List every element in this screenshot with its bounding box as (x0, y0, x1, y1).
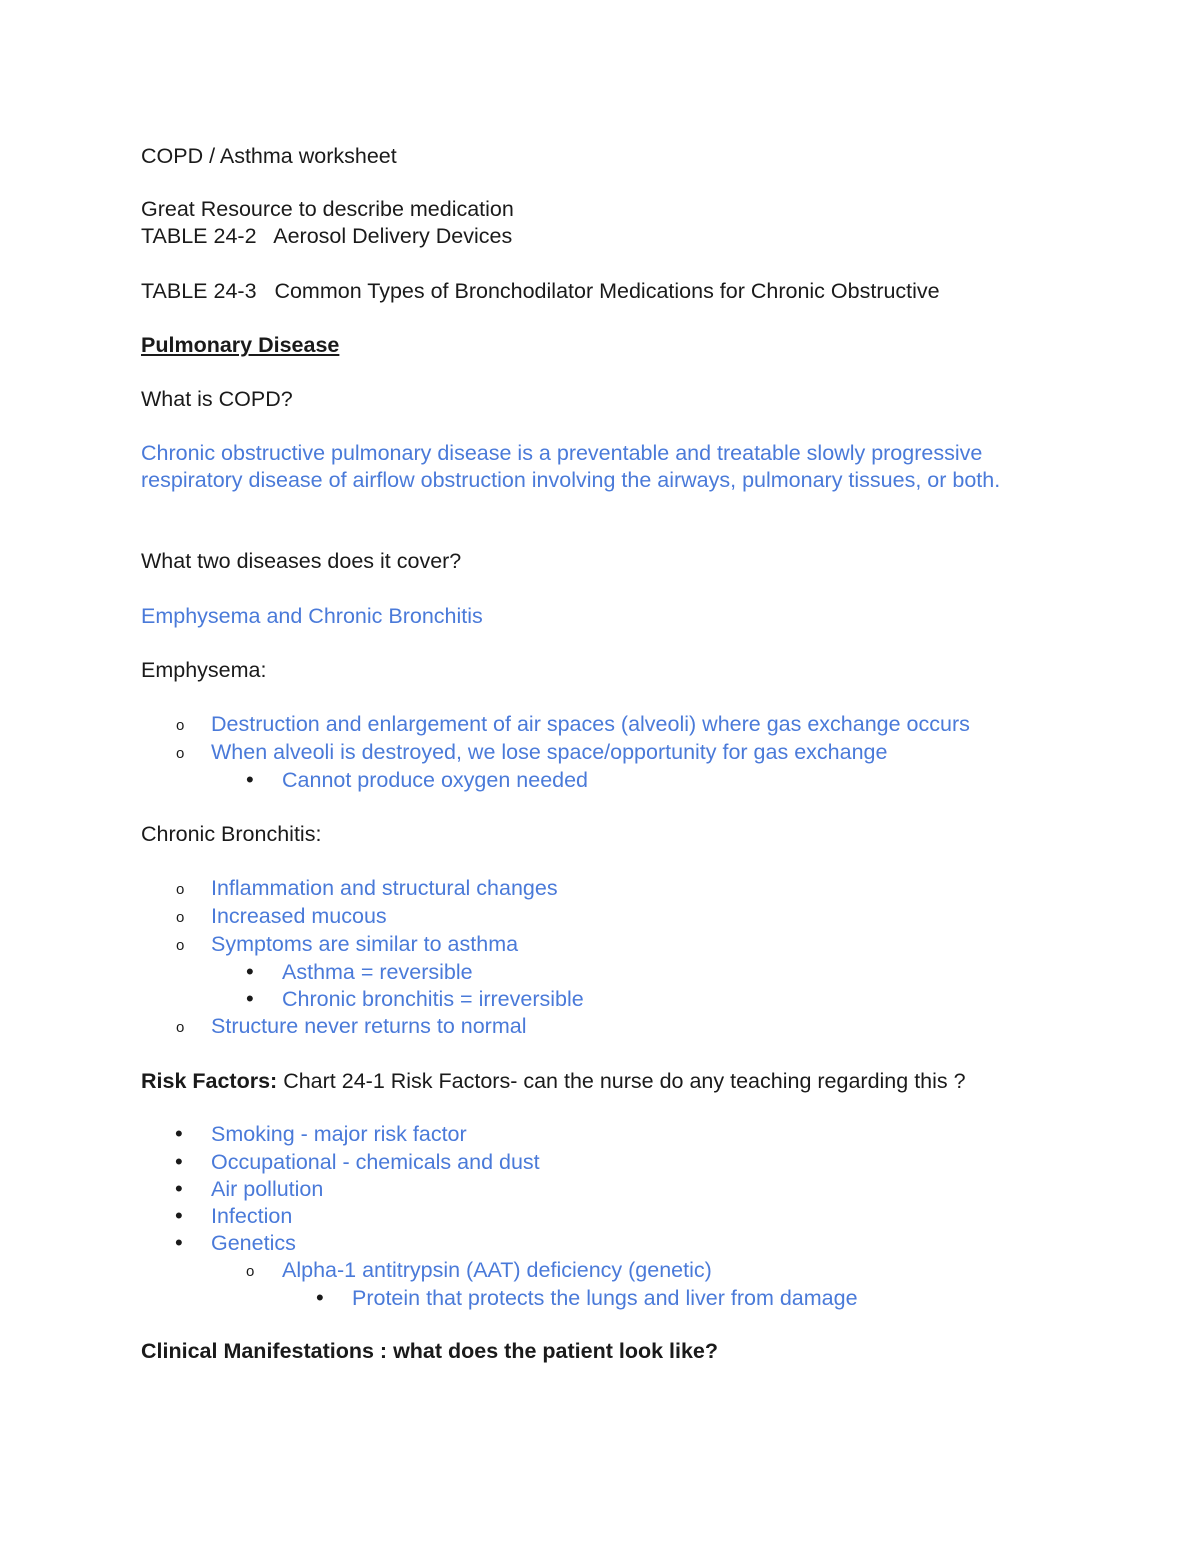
dot-bullet-icon: • (316, 1285, 324, 1310)
clinical-manifestations-heading: Clinical Manifestations : what does the patient look like? (141, 1339, 719, 1363)
question-what-is-copd: What is COPD? (141, 387, 293, 411)
list-item: Genetics (211, 1231, 296, 1255)
circle-bullet-icon: o (176, 1019, 185, 1036)
circle-bullet-icon: o (176, 909, 185, 926)
circle-bullet-icon: o (176, 717, 185, 734)
list-item: Inflammation and structural changes (211, 876, 558, 900)
answer-two-diseases: Emphysema and Chronic Bronchitis (141, 604, 483, 628)
list-item: Increased mucous (211, 904, 387, 928)
document-title: COPD / Asthma worksheet (141, 144, 397, 168)
dot-bullet-icon: • (175, 1230, 183, 1255)
bronchitis-label: Chronic Bronchitis: (141, 822, 322, 846)
list-item: Structure never returns to normal (211, 1014, 527, 1038)
list-item: Smoking - major risk factor (211, 1122, 467, 1146)
emphysema-label: Emphysema: (141, 658, 267, 682)
dot-bullet-icon: • (246, 959, 254, 984)
dot-bullet-icon: • (246, 986, 254, 1011)
list-item: When alveoli is destroyed, we lose space/opportunity for gas exchange (211, 740, 888, 764)
dot-bullet-icon: • (175, 1121, 183, 1146)
list-item: Infection (211, 1204, 293, 1228)
resource-intro: Great Resource to describe medication (141, 197, 514, 221)
dot-bullet-icon: • (175, 1176, 183, 1201)
circle-bullet-icon: o (176, 937, 185, 954)
list-item: Occupational - chemicals and dust (211, 1150, 540, 1174)
list-item: Alpha-1 antitrypsin (AAT) deficiency (genetic) (282, 1258, 712, 1282)
list-item: Asthma = reversible (282, 960, 473, 984)
dot-bullet-icon: • (175, 1203, 183, 1228)
risk-factors-text: Chart 24-1 Risk Factors- can the nurse do any teaching regarding this ? (277, 1069, 966, 1093)
risk-factors-line (141, 1068, 966, 1094)
circle-bullet-icon: o (246, 1263, 255, 1280)
question-two-diseases: What two diseases does it cover? (141, 549, 462, 573)
circle-bullet-icon: o (176, 881, 185, 898)
list-item: Symptoms are similar to asthma (211, 932, 519, 956)
answer-copd-definition: Chronic obstructive pulmonary disease is a preventable and treatable slowly progressive respiratory disease of airflow obstruction involving the airways, pulmonary tissues, or both. (141, 441, 1001, 492)
list-item: Chronic bronchitis = irreversible (282, 987, 584, 1011)
list-item: Cannot produce oxygen needed (282, 768, 589, 792)
dot-bullet-icon: • (246, 767, 254, 792)
section-heading: Pulmonary Disease (141, 333, 340, 357)
table-24-3-ref: TABLE 24-3 Common Types of Bronchodilator Medications for Chronic Obstructive (141, 279, 940, 303)
table-24-2-ref: TABLE 24-2 Aerosol Delivery Devices (141, 224, 513, 248)
list-item: Air pollution (211, 1177, 324, 1201)
list-item: Protein that protects the lungs and liver from damage (352, 1286, 858, 1310)
dot-bullet-icon: • (175, 1149, 183, 1174)
risk-factors-label: Risk Factors: (141, 1069, 278, 1093)
list-item: Destruction and enlargement of air spaces (alveoli) where gas exchange occurs (211, 712, 970, 736)
circle-bullet-icon: o (176, 745, 185, 762)
